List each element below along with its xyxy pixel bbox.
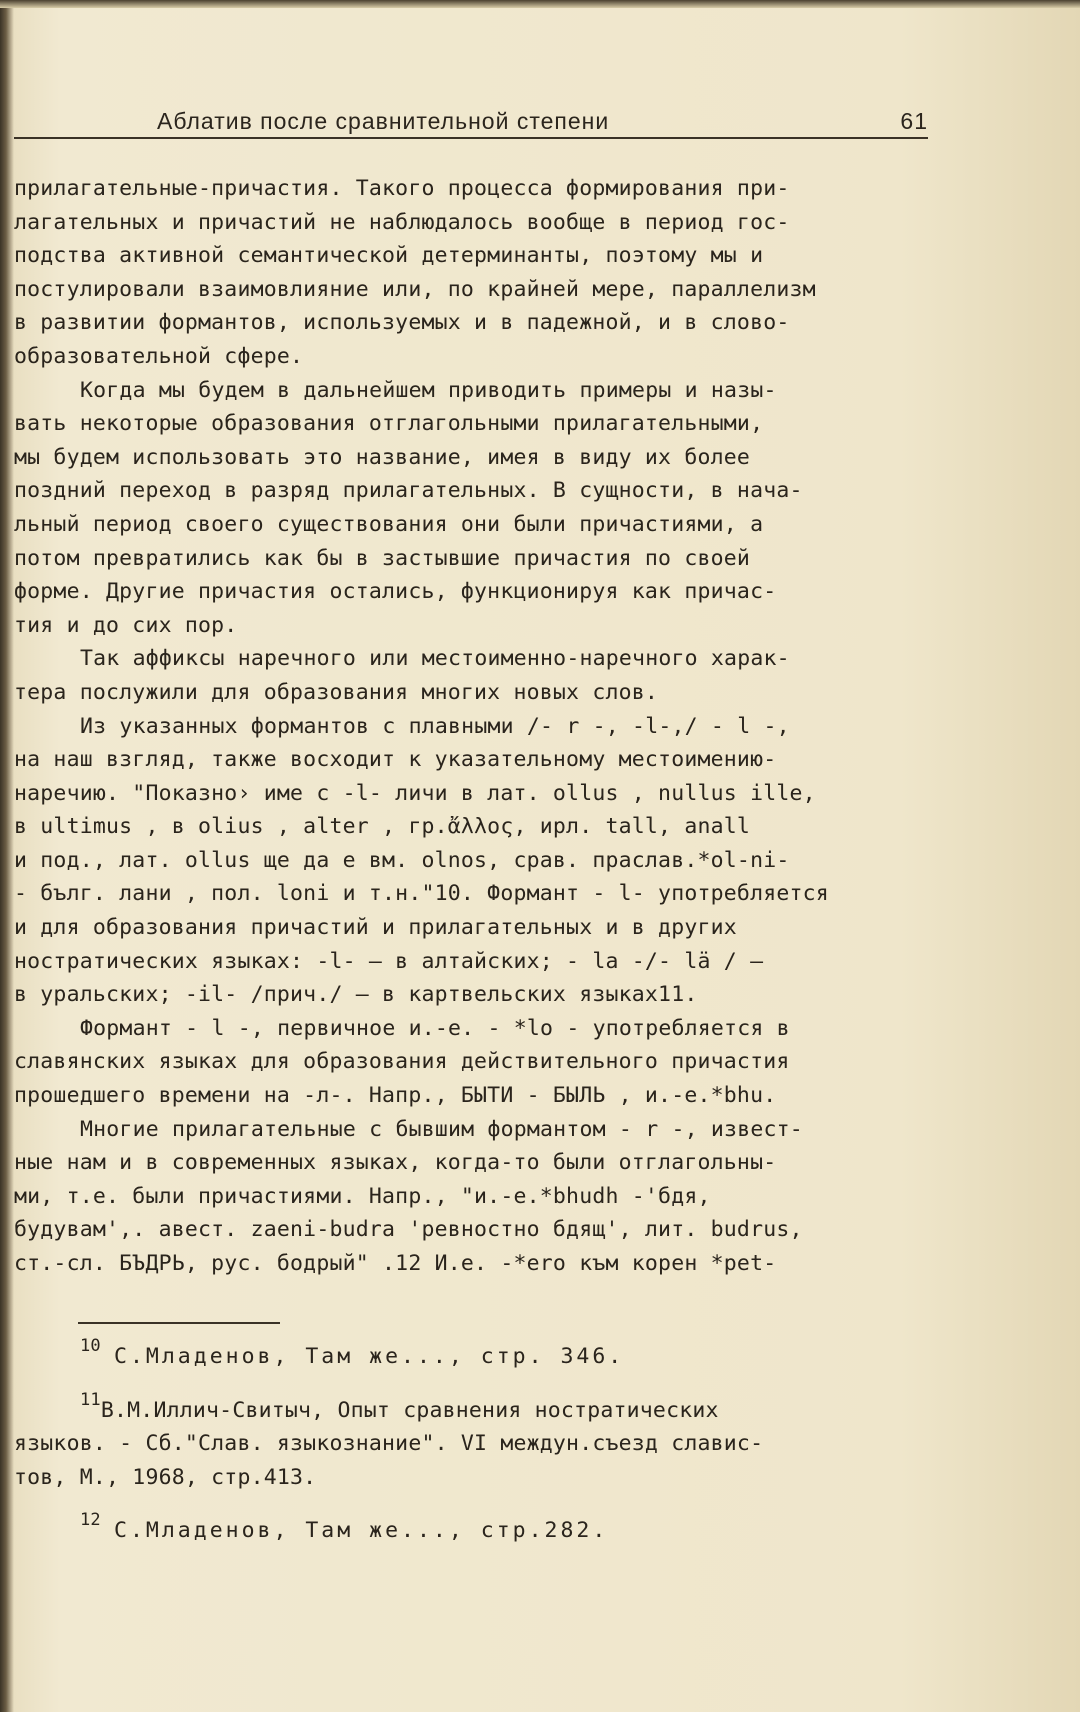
text-line: поздний переход в разряд прилагательных. В сущности, в нача- [14,478,803,504]
text-line: будувам',. авест. zaeni-budra 'ревностно бдящ', лит. budrus, [14,1217,803,1243]
text-line: тия и до сих пор. [14,612,238,638]
footnote-text: С.Младенов, Там же..., стр.282. [114,1518,609,1544]
text-line: наречию. "Показно› име с -l- личи в лат. ollus , nullus ille, [14,780,816,806]
text-line: лагательных и причастий не наблюдалось вообще в период гос- [14,209,790,235]
running-header [14,108,928,140]
text-line: и под., лат. ollus ще да е вм. olnos, срав. праслав.*ol-ni- [14,847,790,873]
text-line: и для образования причастий и прилагательных и в других [14,915,737,941]
text-line: ми, т.е. были причастиями. Напр., "и.-е.*bhudh -'бдя, [14,1183,711,1209]
footnote-line: тов, М., 1968, стр.413. [14,1464,317,1490]
text-line: Из указанных формантов с плавными /- r -, -l-,/ - l -, [80,713,790,739]
text-line: в развитии формантов, используемых и в падежной, и в слово- [14,310,790,336]
footnote-10 [14,1330,964,1374]
footnote-number: 11 [80,1389,101,1410]
text-line: форме. Другие причастия остались, функционируя как причас- [14,579,777,605]
text-line: ст.-сл. БЪДРЬ, рус. бодрый" .12 И.е. -*ero към корен *pet- [14,1251,777,1276]
text-line: в уральских; -il- /прич./ — в картвельских языках11. [14,982,698,1008]
text-line: - бълг. лани , пол. loni и т.н."10. Формант - l- употребляется [14,881,829,907]
text-line: славянских языках для образования действительного причастия [14,1049,790,1075]
footnote-12 [14,1504,964,1548]
footnote-11 [14,1384,964,1428]
text-line: Формант - l -, первичное и.-е. - *lo - употребляется в [80,1015,790,1041]
footnote-text: В.М.Иллич-Свитыч, Опыт сравнения ностратических [100,1397,719,1423]
footnotes [14,1330,964,1548]
footnote-number: 10 [80,1336,101,1356]
text-line: Когда мы будем в дальнейшем приводить примеры и назы- [80,377,777,403]
text-line: ностратических языках: -l- — в алтайских; - la -/- lä / — [14,948,764,974]
text-line: постулировали взаимовлияние или, по крайней мере, параллелизм [14,276,816,302]
footnote-text: С.Младенов, Там же..., стр. 346. [114,1344,625,1369]
header-rule [14,137,928,139]
footnote-rule [78,1322,280,1324]
text-line: ные нам и в современных языках, когда-то были отглагольны- [14,1150,777,1176]
text-line: льный период своего существования они были причастиями, а [14,511,764,537]
footnote-line: языков. - Сб."Слав. языкознание". VI междун.съезд славис- [14,1431,764,1457]
main-text [14,172,964,1281]
text-line: в ultimus , в olius , alter , гр.ἄλλος, ирл. tall, anall [14,814,751,840]
text-line: прилагательные-причастия. Такого процесса формирования при- [14,176,790,201]
text-line: на наш взгляд, также восходит к указательному местоимению- [14,747,777,773]
header-title: Аблатив после сравнительной степени [157,108,610,134]
text-line: мы будем использовать это название, имея в виду их более [14,444,751,470]
text-line: Так аффиксы наречного или местоименно-наречного харак- [80,646,790,672]
text-line: Многие прилагательные с бывшим формантом - r -, извест- [80,1116,803,1142]
page-edge [0,0,1080,8]
page-number: 61 [900,108,928,134]
text-line: прошедшего времени на -л-. Напр., БЫТИ - БЫЛЬ , и.-е.*bhu. [14,1083,777,1109]
text-line: подства активной семантической детерминанты, поэтому мы и [14,243,764,269]
text-line: потом превратились как бы в застывшие причастия по своей [14,545,751,571]
text-line: вать некоторые образования отглагольными прилагательными, [14,411,764,437]
text-line: образовательной сфере. [14,343,304,369]
footnote-number: 12 [80,1510,101,1531]
text-line: тера послужили для образования многих новых слов. [14,679,659,705]
